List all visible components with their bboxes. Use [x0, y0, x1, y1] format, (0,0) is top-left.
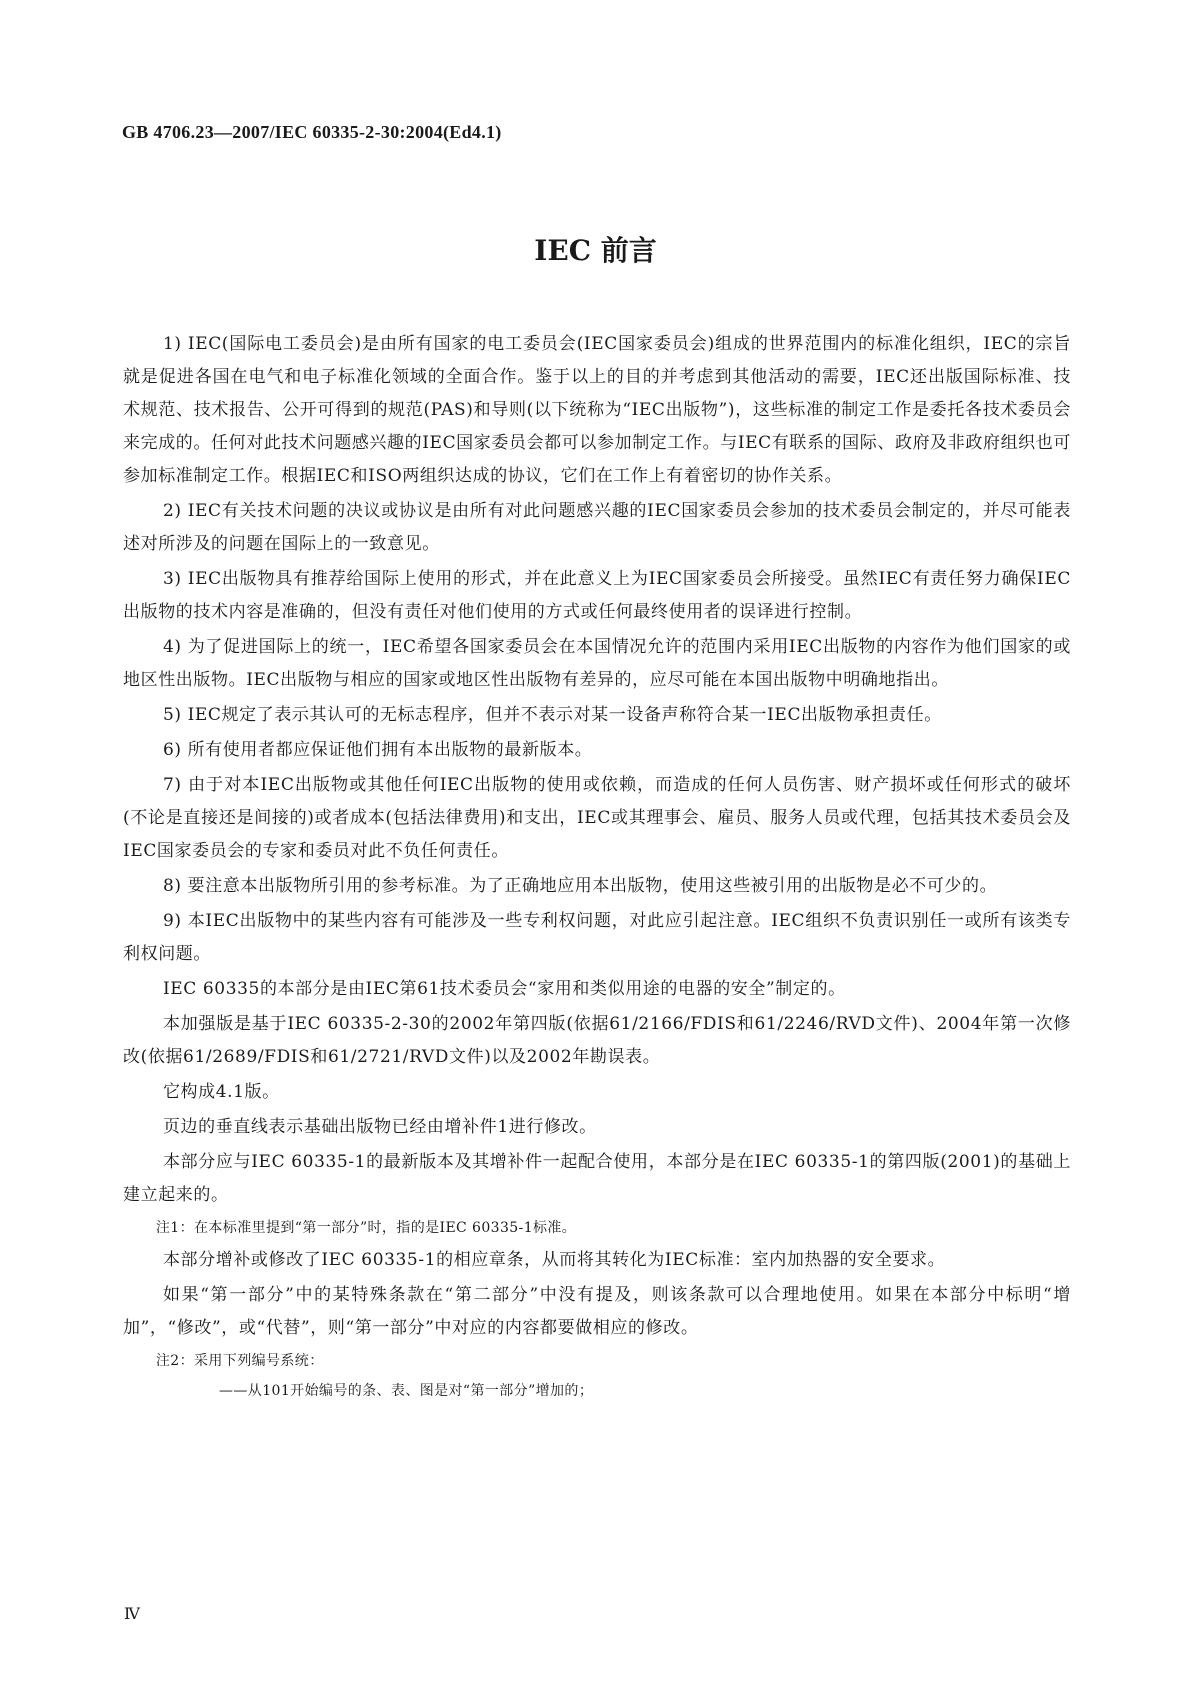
- paragraph-2: 2) IEC有关技术问题的决议或协议是由所有对此问题感兴趣的IEC国家委员会参加的技术委员会制定的，并尽可能表述对所涉及的问题在国际上的一致意见。: [123, 501, 1071, 554]
- paragraph-margin-lines: 页边的垂直线表示基础出版物已经由增补件1进行修改。: [162, 1117, 597, 1137]
- paragraph-3: 3) IEC出版物具有推荐给国际上使用的形式，并在此意义上为IEC国家委员会所接受。虽然IEC有责任努力确保IEC出版物的技术内容是准确的，但没有责任对他们使用的方式或任何最终使用者的误译进行控制。: [123, 569, 1071, 622]
- note-1: 注1：在本标准里提到“第一部分”时，指的是IEC 60335-1标准。: [155, 1220, 577, 1236]
- paragraph-edition-basis: 本加强版是基于IEC 60335-2-30的2002年第四版(依据61/2166/FDIS和61/2246/RVD文件)、2004年第一次修改(依据61/2689/FDIS和61/2721/RVD文件)以及2002年勘误表。: [123, 1014, 1071, 1067]
- body-text: [123, 328, 1071, 1407]
- note-2: 注2：采用下列编号系统：: [155, 1353, 324, 1369]
- page-title: IEC 前言: [534, 234, 657, 267]
- standard-number-header: GB 4706.23—2007/IEC 60335-2-30:2004(Ed4.1): [122, 122, 502, 142]
- note-2-item: ——从101开始编号的条、表、图是对“第一部分”增加的；: [219, 1383, 594, 1399]
- paragraph-use-with-part1: 本部分应与IEC 60335-1的最新版本及其增补件一起配合使用，本部分是在IEC 60335-1的第四版(2001)的基础上建立起来的。: [123, 1152, 1071, 1205]
- paragraph-7: 7) 由于对本IEC出版物或其他任何IEC出版物的使用或依赖，而造成的任何人员伤害、财产损坏或任何形式的破坏(不论是直接还是间接的)或者成本(包括法律费用)和支出，IEC或其理事会、雇员、服务人员或代理，包括其技术委员会及IEC国家委员会的专家和委员对此不负任何责任。: [123, 775, 1071, 861]
- paragraph-supplement: 本部分增补或修改了IEC 60335-1的相应章条，从而将其转化为IEC标准：室内加热器的安全要求。: [162, 1250, 946, 1270]
- paragraph-clause-usage: 如果“第一部分”中的某特殊条款在“第二部分”中没有提及，则该条款可以合理地使用。如果在本部分中标明“增加”，“修改”，或“代替”，则“第一部分”中对应的内容都要做相应的修改。: [123, 1285, 1071, 1338]
- paragraph-6: 6) 所有使用者都应保证他们拥有本出版物的最新版本。: [162, 740, 593, 760]
- paragraph-version: 它构成4.1版。: [162, 1082, 280, 1102]
- paragraph-8: 8) 要注意本出版物所引用的参考标准。为了正确地应用本出版物，使用这些被引用的出版物是必不可少的。: [162, 876, 998, 896]
- paragraph-tc61: IEC 60335的本部分是由IEC第61技术委员会“家用和类似用途的电器的安全”制定的。: [162, 979, 846, 999]
- paragraph-1: 1) IEC(国际电工委员会)是由所有国家的电工委员会(IEC国家委员会)组成的世界范围内的标准化组织，IEC的宗旨就是促进各国在电气和电子标准化领域的全面合作。鉴于以上的目的并考虑到其他活动的需要，IEC还出版国际标准、技术规范、技术报告、公开可得到的规范(PAS)和导则(以下统称为“IEC出版物”)，这些标准的制定工作是委托各技术委员会来完成的。任何对此技术问题感兴趣的IEC国家委员会都可以参加制定工作。与IEC有联系的国际、政府及非政府组织也可参加标准制定工作。根据IEC和ISO两组织达成的协议，它们在工作上有着密切的协作关系。: [123, 334, 1071, 486]
- page-number: Ⅳ: [124, 1604, 140, 1623]
- paragraph-9: 9) 本IEC出版物中的某些内容有可能涉及一些专利权问题，对此应引起注意。IEC组织不负责识别任一或所有该类专利权问题。: [123, 911, 1071, 964]
- paragraph-5: 5) IEC规定了表示其认可的无标志程序，但并不表示对某一设备声称符合某一IEC出版物承担责任。: [162, 705, 942, 725]
- paragraph-4: 4) 为了促进国际上的统一，IEC希望各国家委员会在本国情况允许的范围内采用IEC出版物的内容作为他们国家的或地区性出版物。IEC出版物与相应的国家或地区性出版物有差异的，应尽可能在本国出版物中明确地指出。: [123, 637, 1071, 690]
